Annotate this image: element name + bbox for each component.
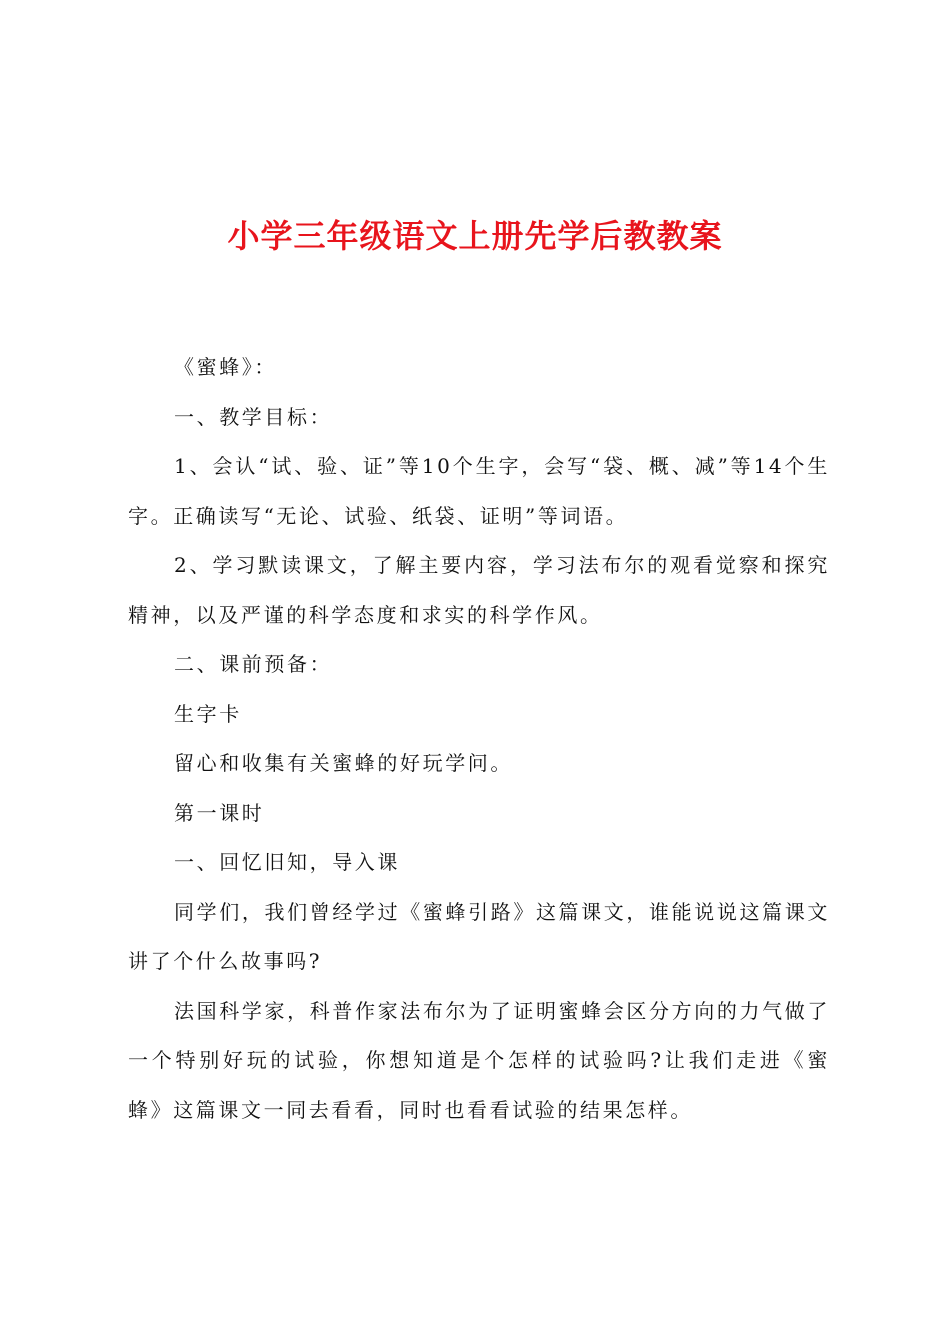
paragraph-introduction: 法国科学家，科普作家法布尔为了证明蜜蜂会区分方向的力气做了一个特别好玩的试验，你想知道是个怎样的试验吗?让我们走进《蜜蜂》这篇课文一同去看看，同时也看看试验的结果怎样。 — [128, 998, 830, 1122]
paragraph-goal-1: 1、会认“试、验、证”等10个生字，会写“袋、概、减”等14个生字。正确读写“无论、试验、纸袋、证明”等词语。 — [128, 454, 830, 528]
document-title: 小学三年级语文上册先学后教教案 — [227, 217, 723, 255]
paragraph-goal-2: 2、学习默读课文，了解主要内容，学习法布尔的观看觉察和探究精神，以及严谨的科学态度和求实的科学作风。 — [128, 553, 830, 627]
paragraph-review-question: 同学们，我们曾经学过《蜜蜂引路》这篇课文，谁能说说这篇课文讲了个什么故事吗? — [128, 899, 830, 973]
paragraph-prep-collect: 留心和收集有关蜜蜂的好玩学问。 — [174, 751, 513, 775]
paragraph-heading-review: 一、回忆旧知，导入课 — [174, 850, 400, 874]
paragraph-lesson-name: 《蜜蜂》： — [174, 355, 277, 379]
paragraph-heading-goals: 一、教学目标： — [174, 404, 333, 429]
document-body — [128, 343, 830, 1135]
paragraph-first-lesson: 第一课时 — [174, 800, 265, 825]
paragraph-prep-cards: 生字卡 — [174, 701, 242, 726]
paragraph-heading-preparation: 二、课前预备： — [174, 652, 333, 676]
